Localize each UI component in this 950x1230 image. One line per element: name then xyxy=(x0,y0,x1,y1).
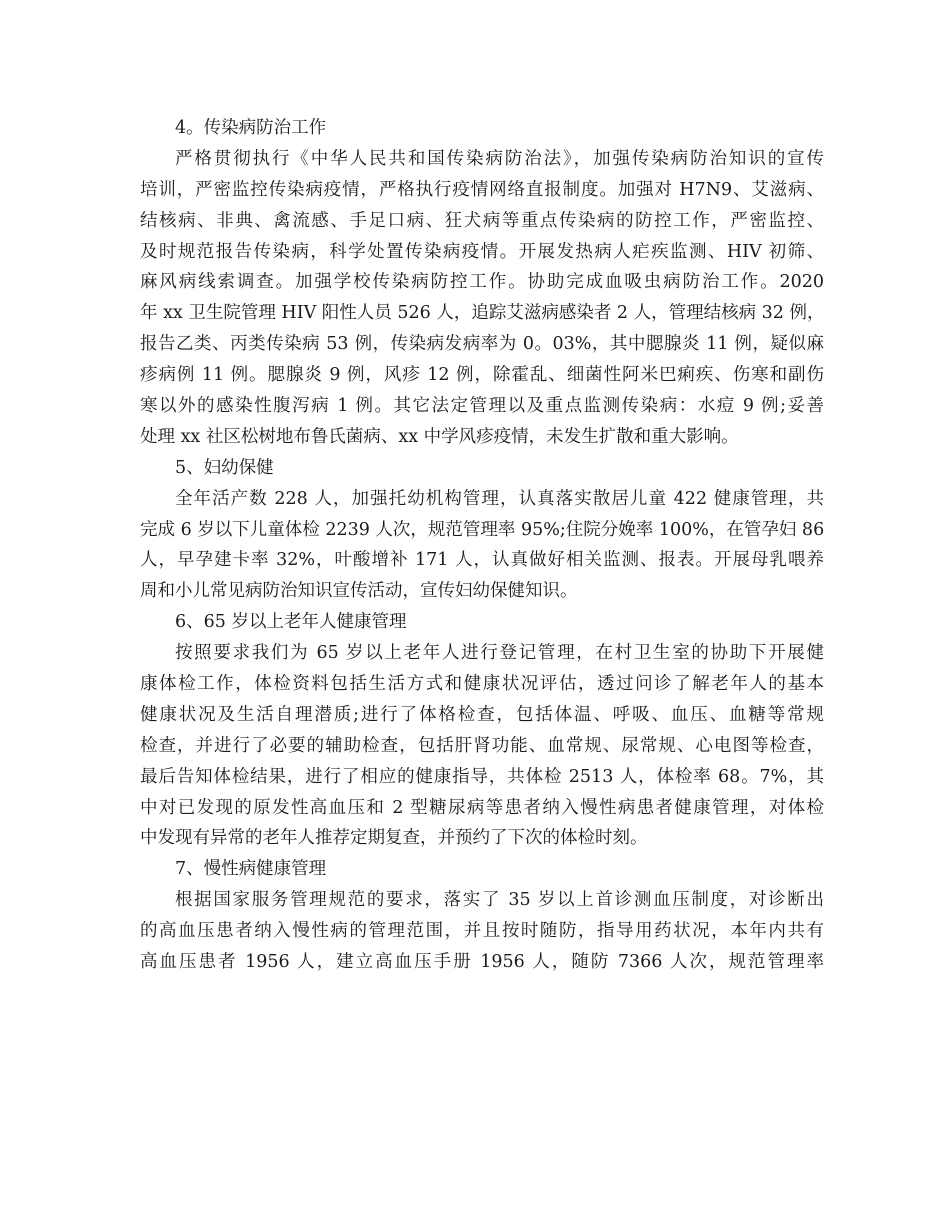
text-line: 康体检工作，体检资料包括生活方式和健康状况评估，透过问诊了解老年人的基本 xyxy=(140,674,824,695)
text-line: 7、慢性病健康管理 xyxy=(175,859,327,880)
text-line: 报告乙类、丙类传染病 53 例，传染病发病率为 0。03%，其中腮腺炎 11 例，疑似麻 xyxy=(140,334,824,355)
text-line: 按照要求我们为 65 岁以上老年人进行登记管理，在村卫生室的协助下开展健 xyxy=(175,643,824,664)
text-line: 培训，严密监控传染病疫情，严格执行疫情网络直报制度。加强对 H7N9、艾滋病、 xyxy=(140,179,824,200)
text-line: 中发现有异常的老年人推荐定期复查，并预约了下次的体检时刻。 xyxy=(140,828,648,849)
text-line: 的高血压患者纳入慢性病的管理范围，并且按时随防，指导用药状况，本年内共有 xyxy=(140,921,824,942)
text-line: 处理 xx 社区松树地布鲁氏菌病、xx 中学风疹疫情，未发生扩散和重大影响。 xyxy=(140,426,739,447)
document-page xyxy=(140,113,824,978)
text-line: 6、65 岁以上老年人健康管理 xyxy=(175,612,407,633)
text-line: 5、妇幼保健 xyxy=(175,457,274,478)
text-line: 检查，并进行了必要的辅助检查，包括肝肾功能、血常规、尿常规、心电图等检查， xyxy=(140,735,824,756)
text-line: 寒以外的感染性腹泻病 1 例。其它法定管理以及重点监测传染病：水痘 9 例;妥善 xyxy=(140,396,824,417)
text-line: 中对已发现的原发性高血压和 2 型糖尿病等患者纳入慢性病患者健康管理，对体检 xyxy=(140,797,824,818)
text-line: 严格贯彻执行《中华人民共和国传染病防治法》，加强传染病防治知识的宣传 xyxy=(175,148,824,169)
text-line: 健康状况及生活自理潜质;进行了体格检查，包括体温、呼吸、血压、血糖等常规 xyxy=(140,704,824,725)
text-line: 高血压患者 1956 人，建立高血压手册 1956 人，随防 7366 人次，规范管理率 xyxy=(140,952,824,973)
text-line: 全年活产数 228 人，加强托幼机构管理，认真落实散居儿童 422 健康管理，共 xyxy=(175,488,824,509)
text-line: 及时规范报告传染病，科学处置传染病疫情。开展发热病人疟疾监测、HIV 初筛、 xyxy=(140,241,824,262)
text-line: 完成 6 岁以下儿童体检 2239 人次，规范管理率 95%;住院分娩率 100%，在管孕妇 86 xyxy=(140,519,825,540)
text-line: 结核病、非典、禽流感、手足口病、狂犬病等重点传染病的防控工作，严密监控、 xyxy=(140,210,824,231)
text-line: 周和小儿常见病防治知识宣传活动，宣传妇幼保健知识。 xyxy=(140,581,578,602)
text-line: 根据国家服务管理规范的要求，落实了 35 岁以上首诊测血压制度，对诊断出 xyxy=(175,890,824,911)
text-line: 疹病例 11 例。腮腺炎 9 例，风疹 12 例，除霍乱、细菌性阿米巴痢疾、伤寒和副伤 xyxy=(140,365,824,386)
text-line: 最后告知体检结果，进行了相应的健康指导，共体检 2513 人，体检率 68。7%，其 xyxy=(140,766,824,787)
text-line: 人，早孕建卡率 32%，叶酸增补 171 人，认真做好相关监测、报表。开展母乳喂养 xyxy=(140,550,824,571)
text-line: 年 xx 卫生院管理 HIV 阳性人员 526 人，追踪艾滋病感染者 2 人，管理结核病 32 例， xyxy=(140,303,825,324)
text-line: 麻风病线索调查。加强学校传染病防控工作。协助完成血吸虫病防治工作。2020 xyxy=(140,272,824,293)
text-line: 4。传染病防治工作 xyxy=(175,118,327,138)
